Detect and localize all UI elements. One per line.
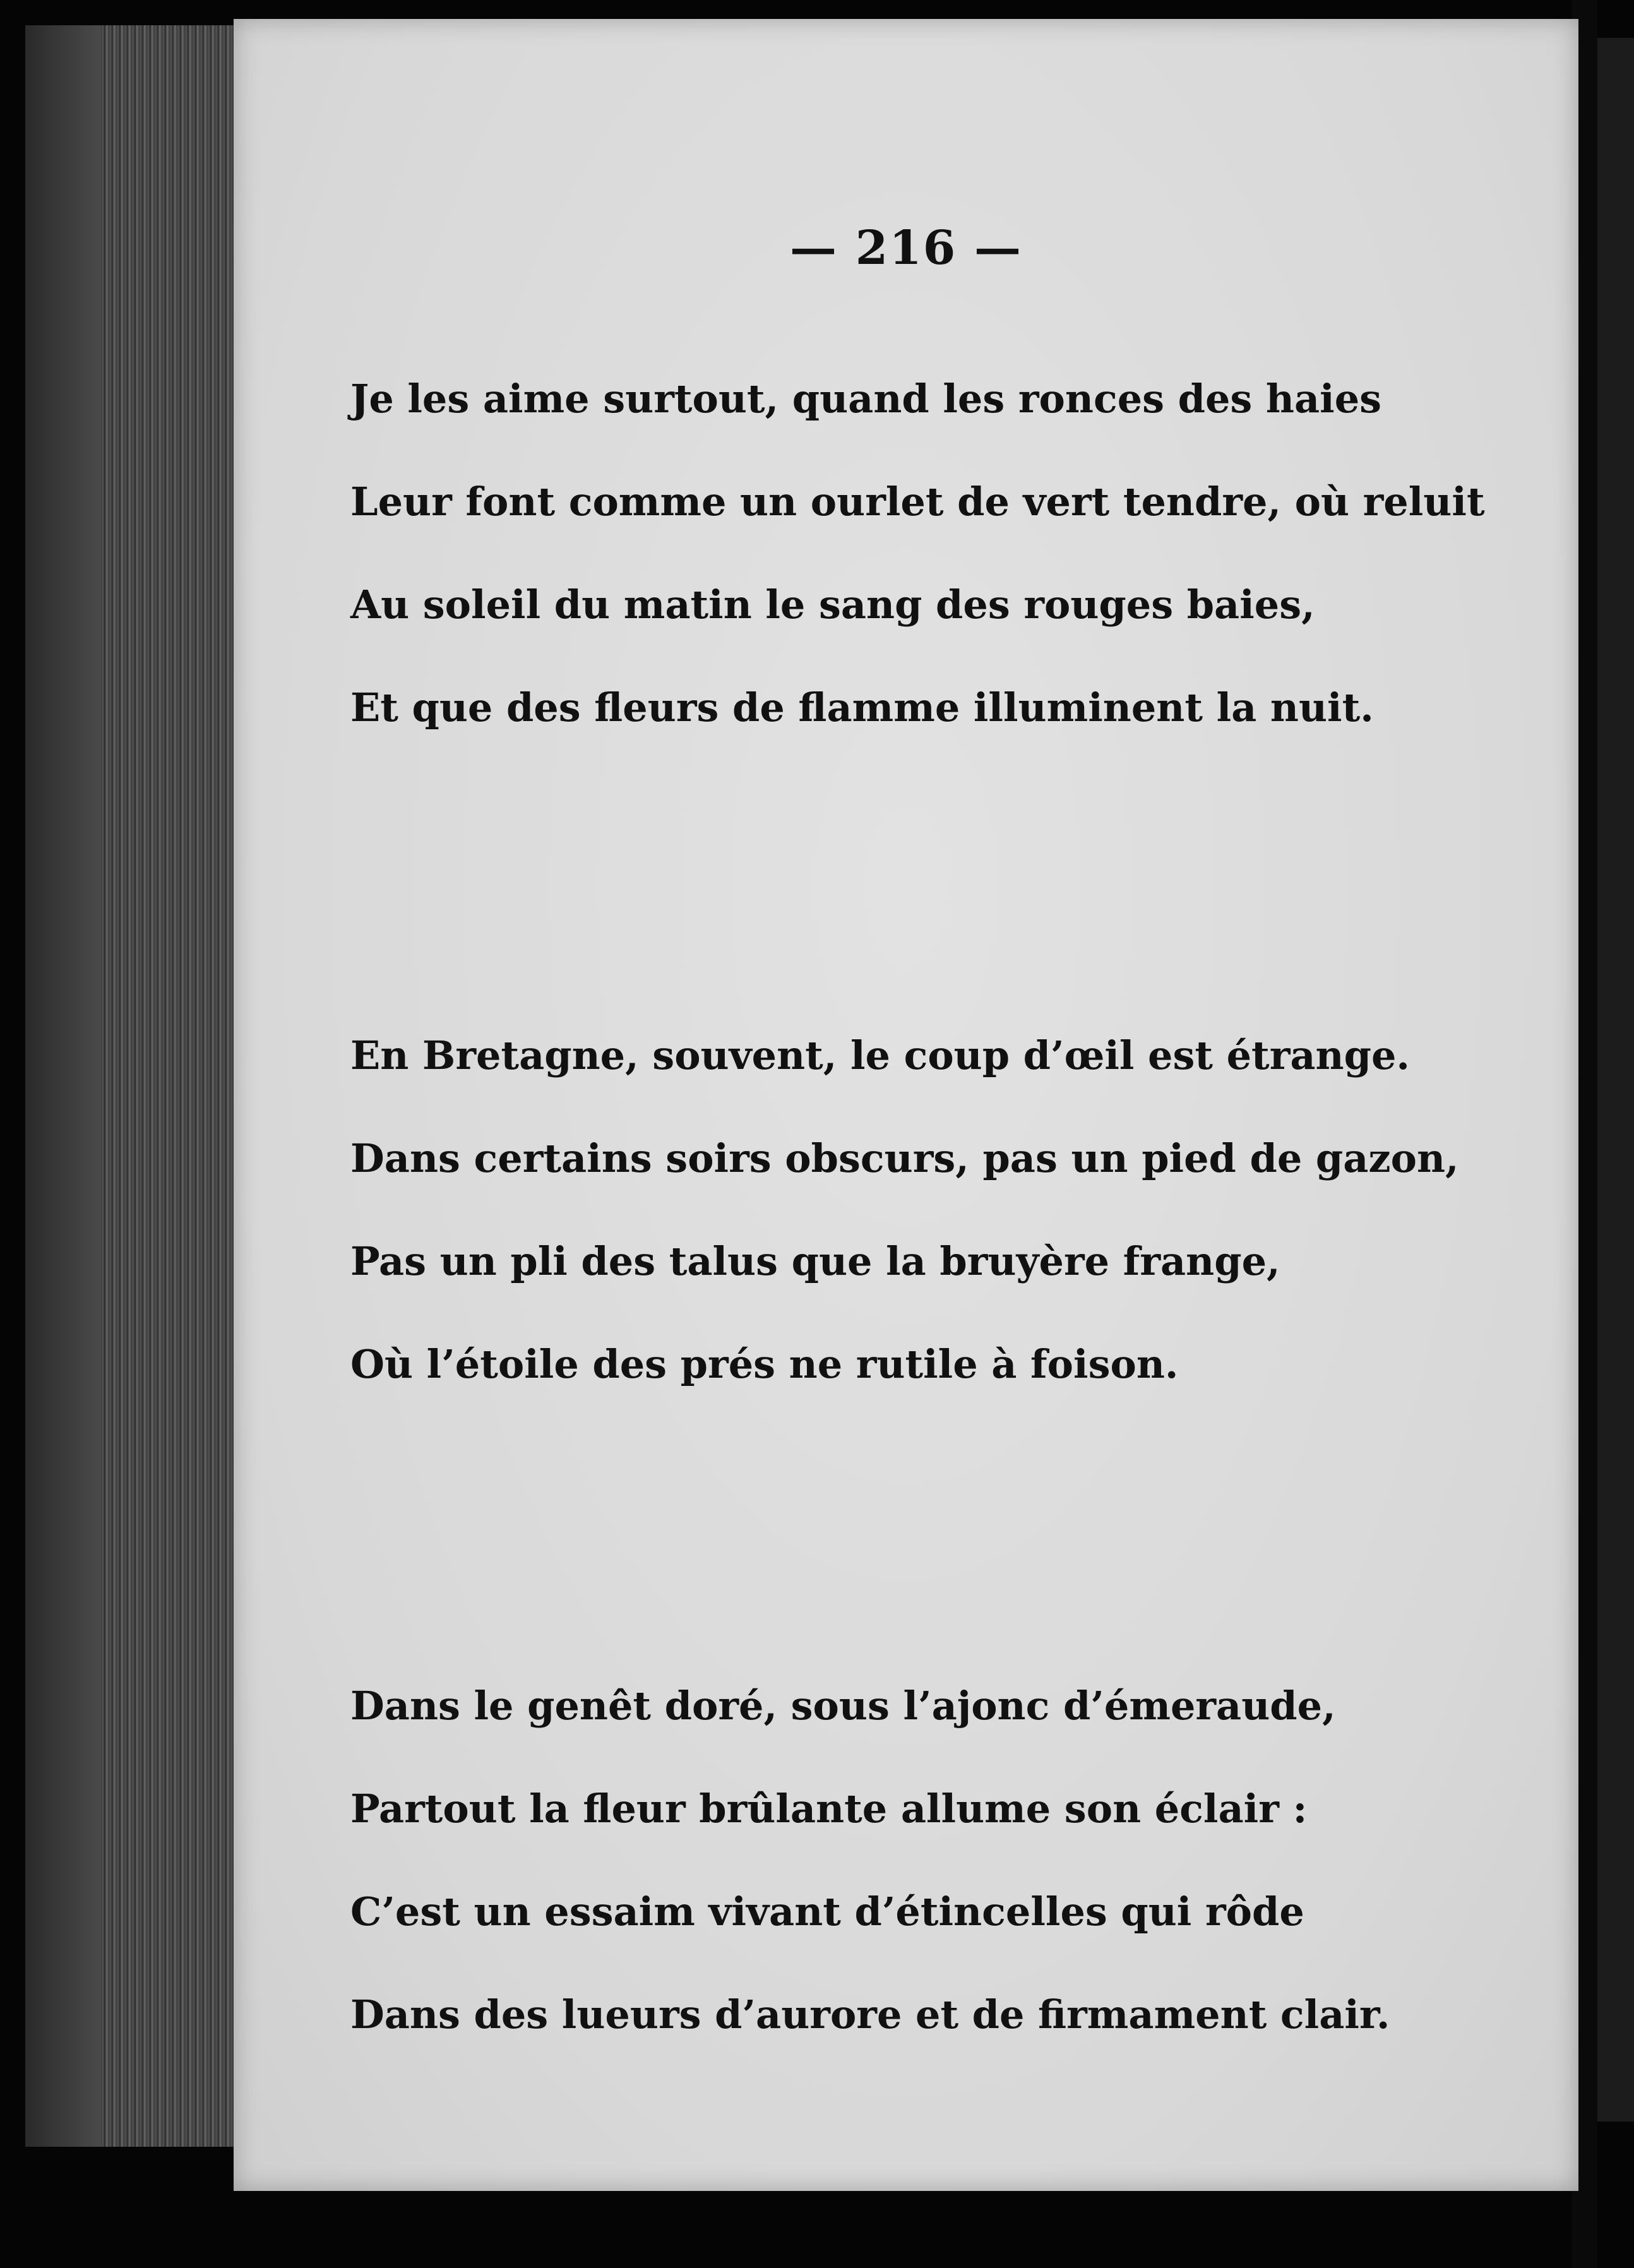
verse-line: Partout la fleur brûlante allume son éclair : — [350, 1786, 1308, 1832]
verse-line: Leur font comme un ourlet de vert tendre, où reluit — [350, 479, 1485, 525]
verse-line: Dans des lueurs d’aurore et de firmament clair. — [350, 1991, 1390, 2038]
verse-line: En Bretagne, souvent, le coup d’œil est étrange. — [350, 1032, 1410, 1078]
verse-line: C’est un essaim vivant d’étincelles qui rôde — [350, 1889, 1304, 1935]
verse-line: Je les aime surtout, quand les ronces des haies — [350, 376, 1382, 422]
verse-line: Au soleil du matin le sang des rouges baies, — [350, 582, 1315, 628]
verse-line: Où l’étoile des prés ne rutile à foison. — [350, 1341, 1179, 1387]
verse-line: Et que des fleurs de flamme illuminent la nuit. — [350, 684, 1374, 731]
book-spine-shadow — [25, 25, 101, 2147]
stanza — [350, 347, 1485, 759]
stanza — [350, 1004, 1459, 1416]
verse-line: Dans certains soirs obscurs, pas un pied de gazon, — [350, 1135, 1459, 1181]
verse-line: Dans le genêt doré, sous l’ajonc d’émeraude, — [350, 1683, 1336, 1729]
book-page — [234, 19, 1578, 2191]
page-number: — 216 — — [790, 221, 1022, 275]
verse-line: Pas un pli des talus que la bruyère frange, — [350, 1238, 1280, 1284]
stanza — [350, 1654, 1390, 2066]
adjacent-page-edge — [1597, 38, 1634, 2122]
